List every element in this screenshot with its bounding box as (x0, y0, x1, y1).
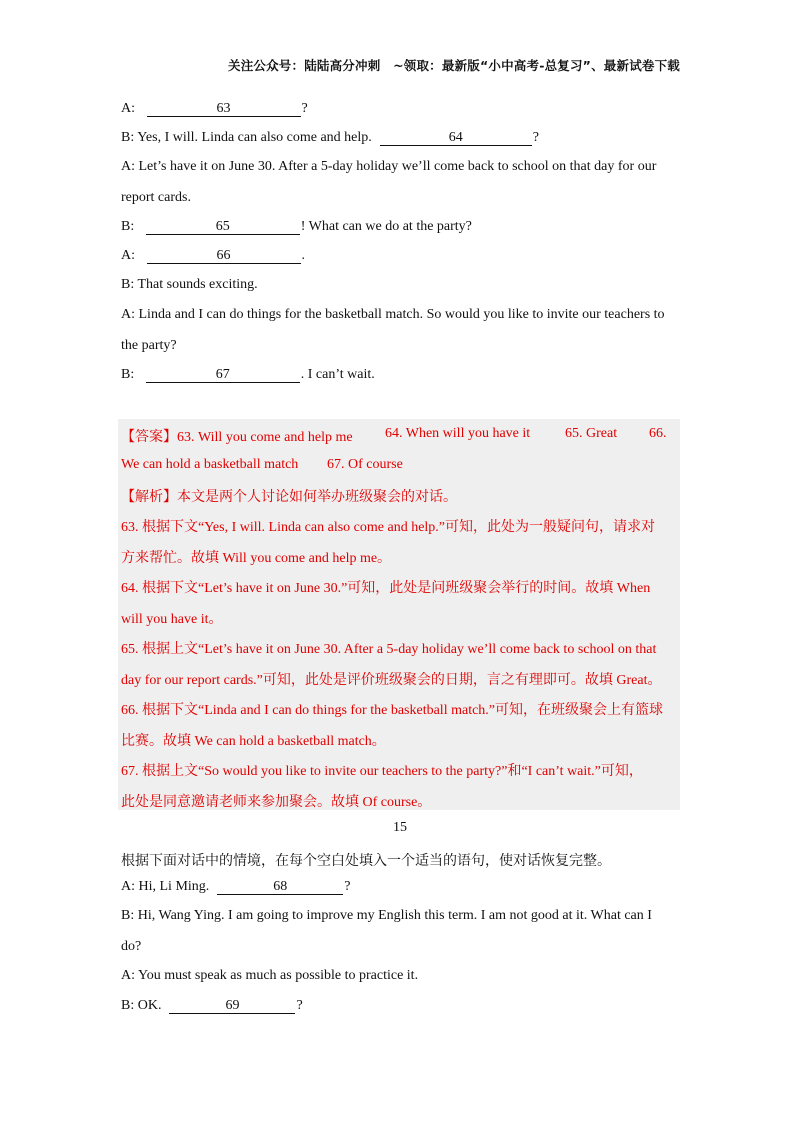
analysis-summary: 【解析】本文是两个人讨论如何举办班级聚会的对话。 (121, 489, 457, 505)
dialog-line: B: That sounds exciting. (121, 277, 258, 292)
answer-line-2 (121, 457, 403, 473)
dialog-line: do? (121, 939, 142, 954)
answer-66-number: 66. (649, 426, 667, 441)
page-number: 15 (393, 820, 407, 835)
analysis-line: 65. 根据上文“Let’s have it on June 30. After a 5-day holiday we’ll come back to school on that (121, 642, 657, 657)
answer-tag: 【答案】 (121, 429, 177, 445)
analysis-line: 64. 根据下文“Let’s have it on June 30.”可知，此处是问班级聚会举行的时间。故填 When (121, 581, 651, 596)
analysis-tag: 【解析】 (121, 489, 177, 505)
dialog-line-64: B: Yes, I will. Linda can also come and help. 64 ? (121, 130, 540, 145)
dialog-line-66: A: 66 . (121, 248, 305, 263)
blank-66: 66 (147, 248, 301, 264)
answer-66: We can hold a basketball match (121, 457, 299, 472)
blank-64: 64 (380, 130, 532, 146)
dialog-line-67: B: 67 . I can’t wait. (121, 367, 375, 382)
analysis-line: 63. 根据下文“Yes, I will. Linda can also come and help.”可知，此处为一般疑问句，请求对 (121, 520, 656, 535)
analysis-line: will you have it。 (121, 612, 223, 627)
dialog-line-68: A: Hi, Li Ming. 68 ? (121, 879, 351, 894)
analysis-line: 67. 根据上文“So would you like to invite our teachers to the party?”和“I can’t wait.”可知， (121, 764, 643, 779)
analysis-line: 比赛。故填 We can hold a basketball match。 (121, 734, 386, 749)
dialog-line-65: B: 65 ! What can we do at the party? (121, 219, 472, 234)
dialog-line: B: Hi, Wang Ying. I am going to improve my English this term. I am not good at it. What can I (121, 908, 652, 923)
blank-67: 67 (146, 367, 300, 383)
answer-64: 64. When will you have it (385, 426, 531, 441)
dialog-line: the party? (121, 338, 177, 353)
blank-63: 63 (147, 101, 301, 117)
dialog-line: A: Let’s have it on June 30. After a 5-day holiday we’ll come back to school on that day for our (121, 159, 657, 174)
page-header: 关注公众号：陆陆高分冲刺 ~领取：最新版“小中高考-总复习”、最新试卷下载 (228, 58, 680, 73)
answer-63: 63. Will you come and help me (177, 430, 353, 445)
analysis-line: 66. 根据下文“Linda and I can do things for the basketball match.”可知，在班级聚会上有篮球 (121, 703, 664, 718)
analysis-line: 此处是同意邀请老师来参加聚会。故填 Of course。 (121, 795, 432, 810)
blank-69: 69 (169, 998, 295, 1014)
answer-65: 65. Great (565, 426, 618, 441)
blank-65: 65 (146, 219, 300, 235)
dialog-line: report cards. (121, 190, 191, 205)
analysis-line: day for our report cards.”可知，此处是评价班级聚会的日期，言之有理即可。故填 Great。 (121, 673, 662, 688)
dialog-line: A: Linda and I can do things for the basketball match. So would you like to invite our teachers to (121, 307, 665, 322)
blank-68: 68 (217, 879, 343, 895)
section-instruction: 根据下面对话中的情境，在每个空白处填入一个适当的语句，使对话恢复完整。 (121, 853, 611, 869)
dialog-line: A: You must speak as much as possible to practice it. (121, 968, 419, 983)
answer-line-1 (121, 426, 667, 446)
dialog-line-69: B: OK. 69 ? (121, 998, 303, 1013)
dialog-line-63: A: 63 ? (121, 101, 308, 116)
answer-67: 67. Of course (327, 457, 403, 472)
analysis-line: 方来帮忙。故填 Will you come and help me。 (121, 551, 392, 566)
